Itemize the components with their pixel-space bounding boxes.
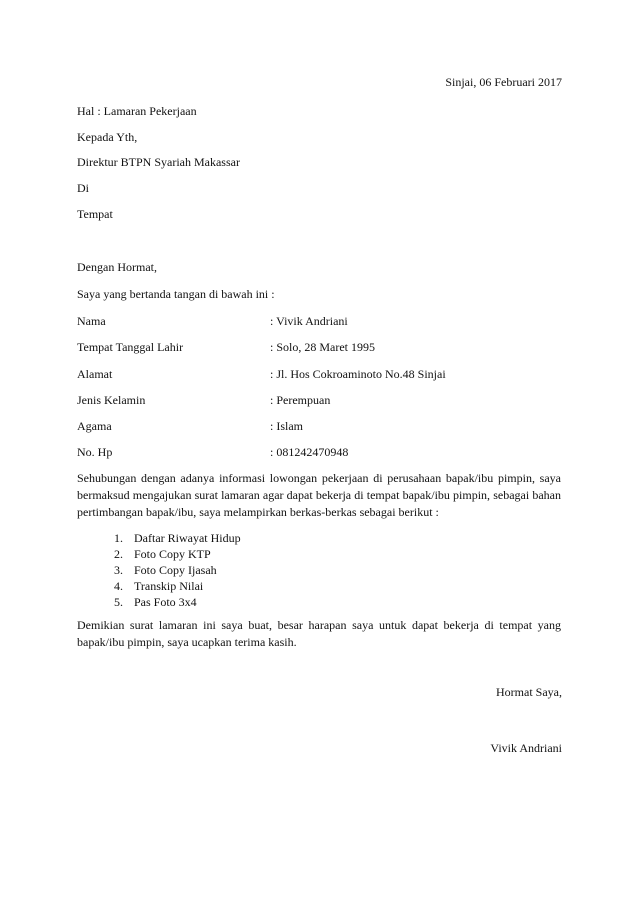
list-item <box>114 530 241 546</box>
recipient-line-2: Direktur BTPN Syariah Makassar <box>77 155 240 169</box>
list-item-number: 4. <box>114 579 123 593</box>
list-item <box>114 546 241 562</box>
recipient-line-1: Kepada Yth, <box>77 130 138 144</box>
field-value-religion: : Islam <box>270 419 303 433</box>
field-label-phone: No. Hp <box>77 445 113 459</box>
field-value-address: : Jl. Hos Cokroaminoto No.48 Sinjai <box>270 367 446 381</box>
recipient-line-3: Di <box>77 181 89 195</box>
list-item-text: Foto Copy KTP <box>134 547 211 561</box>
signer-name: Vivik Andriani <box>490 741 562 755</box>
body-paragraph: Sehubungan dengan adanya informasi lowongan pekerjaan di perusahaan bapak/ibu pimpin, saya bermaksud mengajukan surat lamaran agar dapat bekerja di tempat bapak/ibu pimpin, sebagai bahan pertimbangan bapak/ibu, saya melampirkan berkas-berkas sebagai berikut : <box>77 471 561 519</box>
list-item-text: Transkip Nilai <box>134 579 204 593</box>
letter-subject: Hal : Lamaran Pekerjaan <box>77 104 197 118</box>
field-label-name: Nama <box>77 314 106 328</box>
list-item-number: 2. <box>114 547 123 561</box>
list-item-number: 5. <box>114 595 123 609</box>
list-item <box>114 594 241 610</box>
list-item-number: 1. <box>114 531 123 545</box>
field-value-phone: : 081242470948 <box>270 445 349 459</box>
intro-line: Saya yang bertanda tangan di bawah ini : <box>77 287 275 301</box>
field-label-gender: Jenis Kelamin <box>77 393 146 407</box>
letter-date: Sinjai, 06 Februari 2017 <box>445 75 562 89</box>
closing-salutation: Hormat Saya, <box>496 685 562 699</box>
field-label-birth: Tempat Tanggal Lahir <box>77 340 184 354</box>
field-value-gender: : Perempuan <box>270 393 331 407</box>
greeting: Dengan Hormat, <box>77 260 157 274</box>
list-item <box>114 578 241 594</box>
recipient-line-4: Tempat <box>77 207 113 221</box>
list-item-text: Pas Foto 3x4 <box>134 595 197 609</box>
list-item <box>114 562 241 578</box>
list-item-text: Foto Copy Ijasah <box>134 563 217 577</box>
list-item-number: 3. <box>114 563 123 577</box>
closing-paragraph: Demikian surat lamaran ini saya buat, besar harapan saya untuk dapat bekerja di tempat yang bapak/ibu pimpin, saya ucapkan terima kasih. <box>77 618 561 649</box>
list-item-text: Daftar Riwayat Hidup <box>134 531 241 545</box>
field-value-birth: : Solo, 28 Maret 1995 <box>270 340 375 354</box>
field-label-address: Alamat <box>77 367 113 381</box>
attachment-list <box>114 530 241 610</box>
field-label-religion: Agama <box>77 419 112 433</box>
field-value-name: : Vivik Andriani <box>270 314 348 328</box>
